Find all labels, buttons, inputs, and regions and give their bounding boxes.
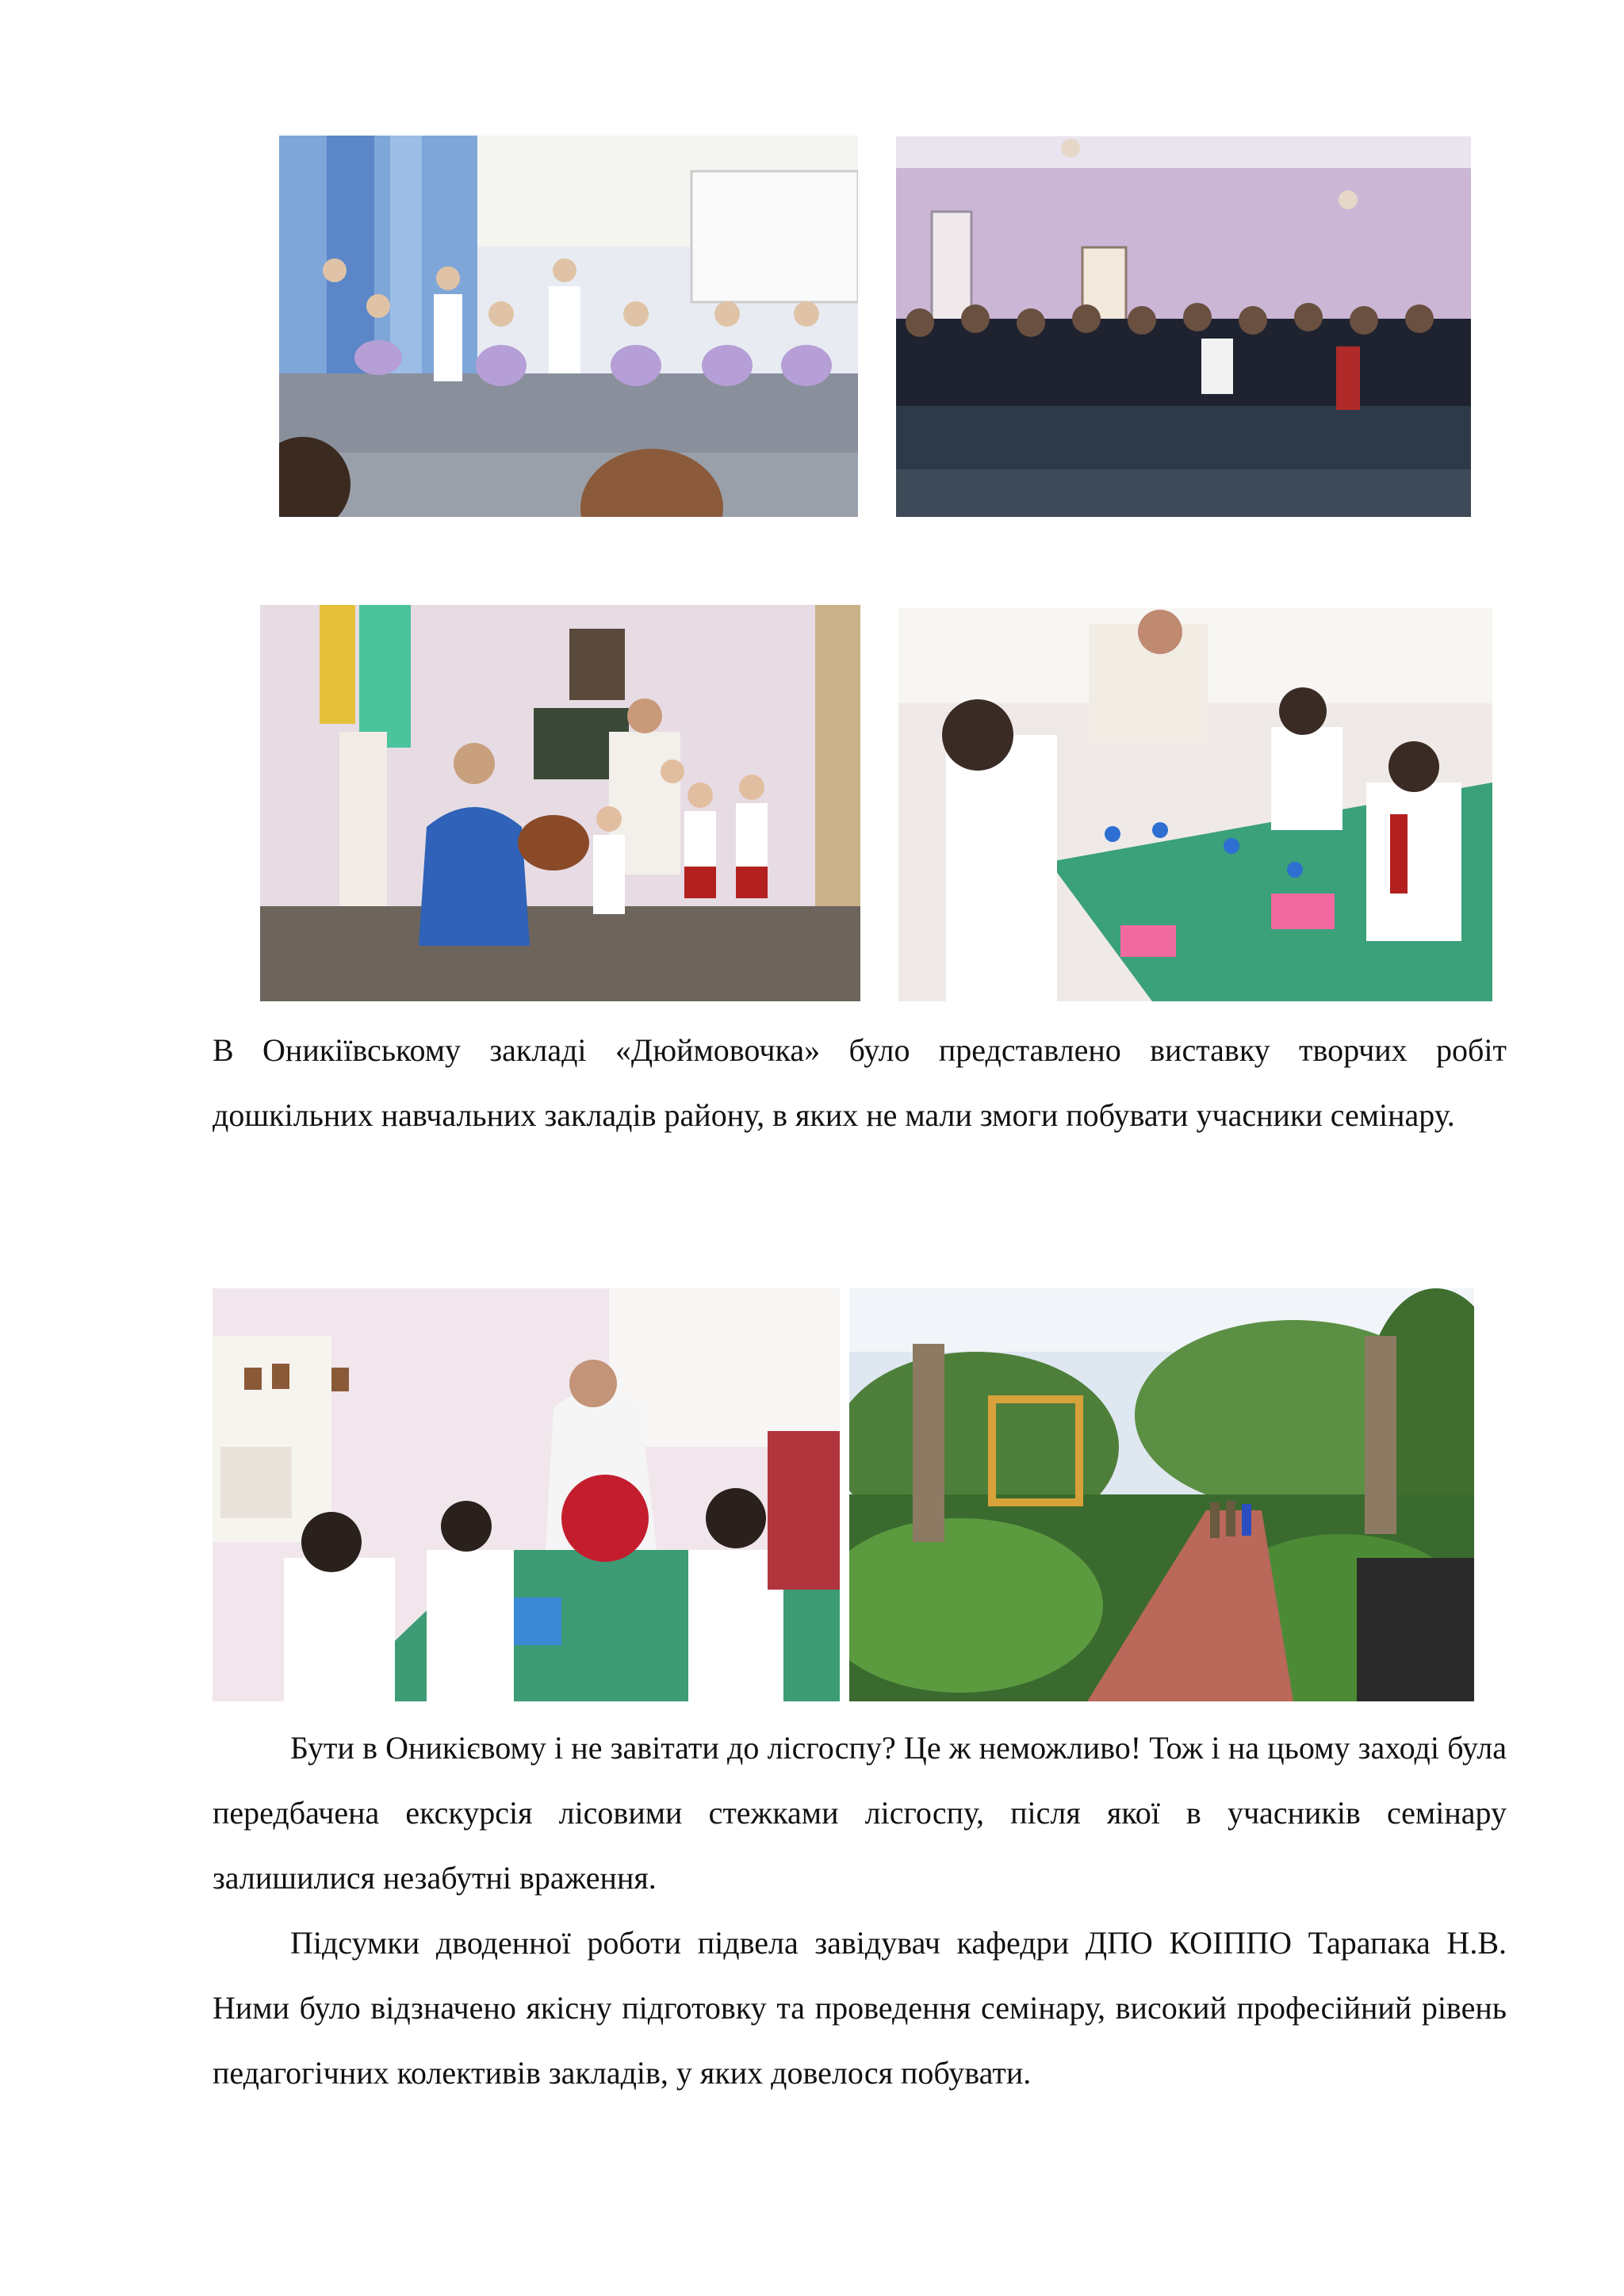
paragraph-forestry: Бути в Оникієвому і не завітати до лісгоспу? Це ж неможливо! Тож і на цьому заході була передбачена екскурсія лісовими стежками лісгоспу, після якої в учасників семінару залишилися незабутні враження. <box>213 1730 1507 1896</box>
photo-forestry-path <box>849 1288 1474 1701</box>
paragraph-exhibition: В Оникіївському закладі «Дюймовочка» було представлено виставку творчих робіт дошкільних навчальних закладів району, в яких не мали змоги побувати учасники семінару. <box>213 1032 1507 1133</box>
photo-pottery-workshop <box>260 605 860 1001</box>
photo-seminar-audience <box>896 136 1471 517</box>
photo-children-crafts <box>898 608 1492 1001</box>
paragraph-summary: Підсумки дводенної роботи підвела завідувач кафедри ДПО КОІППО Тарапака Н.В. Ними було відзначено якісну підготовку та проведення семінару, високий професійний рівень педагогічних колективів закладів, у яких довелося побувати. <box>213 1925 1507 2091</box>
photo-folk-lesson <box>213 1288 840 1701</box>
photo-children-performance <box>279 136 858 517</box>
